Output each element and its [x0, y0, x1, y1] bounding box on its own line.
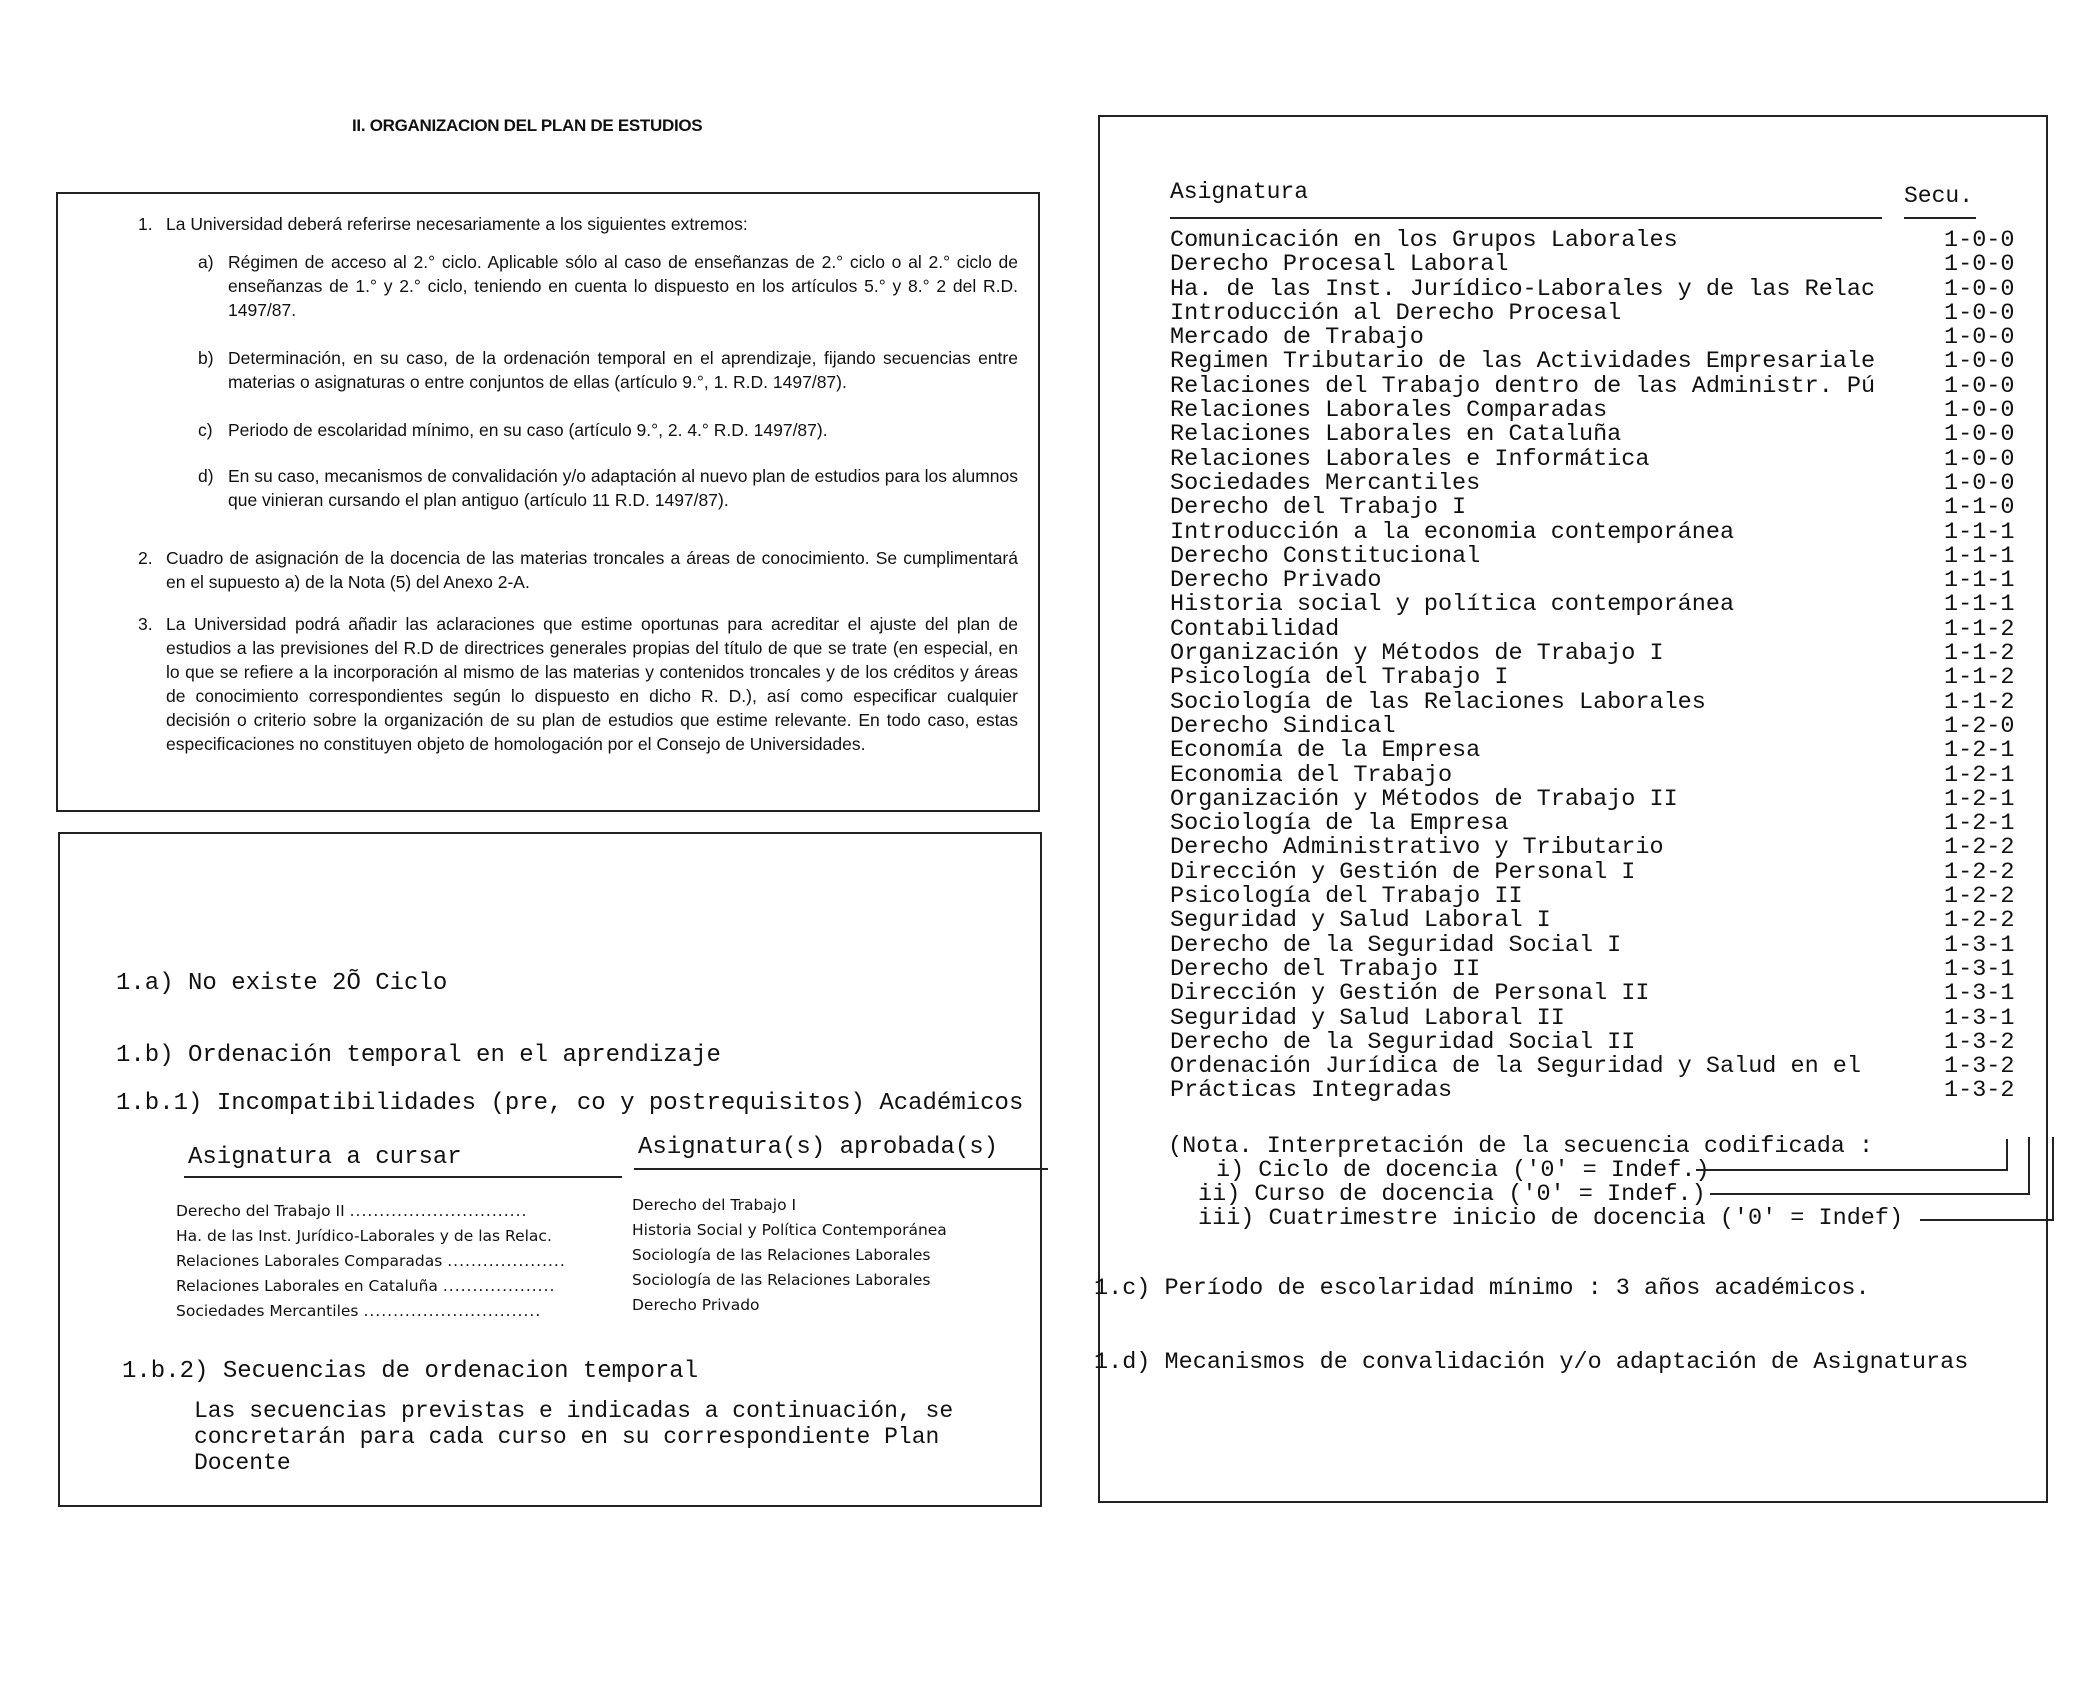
- subject-name: Seguridad y Salud Laboral I: [1170, 909, 1551, 934]
- subject-code: 1-0-0: [1944, 397, 2015, 425]
- instruction-item-2: [138, 546, 1018, 594]
- table-row: [176, 1252, 566, 1270]
- sub-text: Régimen de acceso al 2.° ciclo. Aplicable sólo al caso de enseñanzas de 2.° ciclo o al 2.° ciclo de enseñanzas de 1.° y 2.° ciclo, teniendo en cuenta lo dispuesto en los artículos 5.° y 8.° 2 del R.D. 1497/87.: [228, 252, 1018, 320]
- sub-text: En su caso, mecanismos de convalidación y/o adaptación al nuevo plan de estudios para los alumnos que vinieran cursando el plan antiguo (artículo 11 R.D. 1497/87).: [228, 466, 1018, 510]
- table-row: [1170, 593, 2020, 617]
- table-row: [1170, 615, 2020, 643]
- subject-name: Derecho Sindical: [1170, 714, 1396, 740]
- table-row: [1170, 445, 2020, 473]
- subject-code: 1-2-2: [1944, 883, 2015, 911]
- subject-code: 1-1-1: [1944, 542, 2015, 570]
- table-row: [1170, 253, 2020, 277]
- table-row: [1170, 399, 2020, 423]
- table-row: [1170, 739, 2020, 763]
- table-row: [176, 1227, 552, 1245]
- subject-code: 1-0-0: [1944, 348, 2015, 376]
- table-row: [1170, 542, 2020, 570]
- subject-name: Relaciones del Trabajo dentro de las Administr. Pú: [1170, 374, 1876, 400]
- subject-code: 1-2-2: [1944, 858, 2015, 886]
- section-1c: 1.c) Período de escolaridad mínimo : 3 años académicos.: [1094, 1275, 1870, 1302]
- subject-code: 1-1-0: [1944, 494, 2015, 522]
- table-row: [1170, 350, 2020, 374]
- sequences-intro: Las secuencias previstas e indicadas a continuación, se concretarán para cada curso en su correspondiente Plan Docente: [194, 1398, 954, 1476]
- table-row: [1170, 326, 2020, 350]
- subject-name: Comunicación en los Grupos Laborales: [1170, 229, 1678, 254]
- col-secu-header: Secu.: [1904, 183, 1974, 209]
- subject-name: Psicología del Trabajo II: [1170, 885, 1523, 910]
- subject-name: Derecho Privado: [1170, 569, 1382, 594]
- table-row: [1170, 909, 2020, 933]
- row-dots: ..............................: [363, 1302, 542, 1320]
- subject-name: Sociología de la Empresa: [1170, 812, 1509, 837]
- section-1b: 1.b) Ordenación temporal en el aprendizaje: [116, 1042, 721, 1069]
- table-row: [1170, 1004, 2020, 1032]
- instruction-item-1: [138, 212, 1018, 530]
- subject-name: Economía de la Empresa: [1170, 739, 1481, 764]
- table-row: [1170, 229, 2020, 253]
- subject-name: Derecho de la Seguridad Social II: [1170, 1030, 1636, 1056]
- subject-name: Mercado de Trabajo: [1170, 326, 1424, 351]
- note-ii: ii) Curso de docencia ('0' = Indef.): [1198, 1181, 1706, 1208]
- ordering-box: [58, 832, 1042, 1507]
- subject-code: 1-2-1: [1944, 785, 2015, 813]
- table-row: [1170, 275, 2020, 303]
- subject-name: Ordenación Jurídica de la Seguridad y Salud en el: [1170, 1055, 1862, 1080]
- table-row: [1170, 372, 2020, 400]
- subject-name: Sociología de las Relaciones Laborales: [1170, 690, 1706, 715]
- subject-code: 1-0-0: [1944, 324, 2015, 352]
- instruction-number: 3.: [138, 614, 153, 634]
- subject-code: 1-1-2: [1944, 688, 2015, 716]
- col-cursar-header: Asignatura a cursar: [188, 1144, 462, 1171]
- subject-name: Derecho Constitucional: [1170, 544, 1481, 570]
- sequence-box: [1094, 115, 2048, 1503]
- subject-name: Prácticas Integradas: [1170, 1079, 1453, 1104]
- subject-code: 1-3-1: [1944, 1004, 2015, 1032]
- cursar-cell: Ha. de las Inst. Jurídico-Laborales y de las Relac.: [176, 1227, 552, 1245]
- subject-name: Introducción a la economia contemporánea: [1170, 520, 1735, 545]
- instruction-sub-c: [198, 418, 1018, 442]
- instruction-text: La Universidad podrá añadir las aclaraciones que estime oportunas para acreditar el ajuste del plan de estudios a las previsiones del R.D de directrices generales propias del título de que se trate (en especial, en lo que se refiere a la incorporación al mismo de las materias y contenidos troncales y de los créditos y áreas de conocimiento correspondientes según lo dispuesto en dicho R. D.), así como especificar cualquier decisión o criterio sobre la organización de su plan de estudios que estime relevante. En todo caso, estas especificaciones no constituyen objeto de homologación por el Consejo de Universidades.: [166, 614, 1018, 754]
- instructions-list: [138, 212, 1018, 772]
- table-row: [1170, 955, 2020, 983]
- subject-name: Derecho del Trabajo II: [1170, 957, 1481, 983]
- table-row: [1170, 1028, 2020, 1056]
- subject-name: Historia social y política contemporánea: [1170, 593, 1735, 618]
- table-row: [1170, 688, 2020, 716]
- aprobada-cell: Derecho Privado: [632, 1296, 760, 1314]
- subject-name: Sociedades Mercantiles: [1170, 471, 1481, 497]
- instructions-box: [56, 192, 1040, 812]
- table-row: [1170, 712, 2020, 740]
- subject-name: Contabilidad: [1170, 617, 1340, 643]
- table-row: [176, 1302, 541, 1320]
- subject-code: 1-3-2: [1944, 1077, 2015, 1105]
- note-i: i) Ciclo de docencia ('0' = Indef.): [1216, 1157, 1710, 1184]
- subject-code: 1-1-1: [1944, 591, 2015, 619]
- cursar-cell: Sociedades Mercantiles: [176, 1302, 359, 1320]
- sub-letter: b): [198, 348, 214, 368]
- subject-name: Dirección y Gestión de Personal I: [1170, 860, 1636, 886]
- subject-name: Relaciones Laborales e Informática: [1170, 447, 1650, 472]
- table-row: [1170, 642, 2020, 666]
- subject-code: 1-0-0: [1944, 299, 2015, 327]
- subject-code: 1-2-0: [1944, 712, 2015, 740]
- table-row: [1170, 1079, 2020, 1103]
- row-dots: ..............................: [349, 1202, 528, 1220]
- table-row: [1170, 666, 2020, 690]
- subject-name: Ha. de las Inst. Jurídico-Laborales y de las Relac: [1170, 277, 1876, 302]
- table-row: [1170, 496, 2020, 520]
- subject-code: 1-2-1: [1944, 761, 2015, 789]
- subject-code: 1-3-2: [1944, 1053, 2015, 1081]
- table-row: [1170, 931, 2020, 959]
- subject-name: Relaciones Laborales en Cataluña: [1170, 423, 1622, 448]
- table-row: [1170, 761, 2020, 789]
- sub-letter: c): [198, 420, 213, 440]
- aprobada-cell: Derecho del Trabajo I: [632, 1196, 797, 1214]
- table-row: [1170, 885, 2020, 909]
- subject-code: 1-2-2: [1944, 907, 2015, 935]
- section-1b1: 1.b.1) Incompatibilidades (pre, co y postrequisitos) Académicos: [116, 1090, 1024, 1117]
- table-row: [1170, 1055, 2020, 1079]
- subject-name: Derecho de la Seguridad Social I: [1170, 933, 1622, 958]
- subject-code: 1-1-2: [1944, 640, 2015, 668]
- sub-letter: a): [198, 252, 214, 272]
- subject-code: 1-0-0: [1944, 445, 2015, 473]
- subject-name: Dirección y Gestión de Personal II: [1170, 982, 1650, 1007]
- subject-name: Organización y Métodos de Trabajo I: [1170, 642, 1664, 667]
- section-1d: 1.d) Mecanismos de convalidación y/o adaptación de Asignaturas: [1094, 1349, 1969, 1376]
- note-head: (Nota. Interpretación de la secuencia codificada :: [1168, 1133, 1874, 1160]
- subject-name: Economia del Trabajo: [1170, 763, 1453, 788]
- aprobada-cell: Sociología de las Relaciones Laborales: [632, 1246, 931, 1264]
- subject-name: Derecho Administrativo y Tributario: [1170, 836, 1664, 861]
- table-row: [1170, 812, 2020, 836]
- instruction-number: 1.: [138, 214, 153, 234]
- aprobada-cell: Sociología de las Relaciones Laborales: [632, 1271, 931, 1289]
- row-dots: ....................: [447, 1252, 566, 1270]
- subject-code: 1-0-0: [1944, 421, 2015, 449]
- table-row: [1170, 518, 2020, 546]
- secu-rule: [1904, 217, 1976, 219]
- subject-name: Regimen Tributario de las Actividades Empresariale: [1170, 350, 1876, 375]
- subject-code: 1-2-1: [1944, 737, 2015, 765]
- table-row: [1170, 423, 2020, 447]
- row-dots: ...................: [442, 1277, 556, 1295]
- col-asignatura-header: Asignatura: [1170, 179, 1309, 205]
- aprobada-cell: Historia Social y Política Contemporánea: [632, 1221, 947, 1239]
- instruction-sub-a: [198, 250, 1018, 322]
- subject-name: Derecho del Trabajo I: [1170, 496, 1467, 521]
- table-row: [1170, 569, 2020, 593]
- subject-code: 1-0-0: [1944, 251, 2015, 279]
- subject-code: 1-3-1: [1944, 931, 2015, 959]
- subject-code: 1-0-0: [1944, 227, 2015, 254]
- cursar-rule: [184, 1176, 622, 1178]
- subject-name: Introducción al Derecho Procesal: [1170, 301, 1622, 327]
- table-row: [1170, 469, 2020, 497]
- subject-code: 1-1-1: [1944, 567, 2015, 595]
- subject-name: Derecho Procesal Laboral: [1170, 253, 1509, 278]
- instruction-sub-d: [198, 464, 1018, 512]
- instruction-number: 2.: [138, 548, 153, 568]
- subject-name: Seguridad y Salud Laboral II: [1170, 1006, 1565, 1031]
- table-row: [176, 1202, 527, 1220]
- table-row: [1170, 836, 2020, 860]
- instruction-text: La Universidad deberá referirse necesariamente a los siguientes extremos:: [166, 214, 748, 234]
- subject-code: 1-0-0: [1944, 275, 2015, 303]
- aprobada-rule: [634, 1168, 1048, 1170]
- table-row: [1170, 858, 2020, 886]
- cursar-cell: Derecho del Trabajo II: [176, 1202, 345, 1220]
- subject-code: 1-0-0: [1944, 372, 2015, 400]
- instruction-item-3: [138, 612, 1018, 756]
- sub-text: Periodo de escolaridad mínimo, en su caso (artículo 9.°, 2. 4.° R.D. 1497/87).: [228, 420, 828, 440]
- table-row: [1170, 785, 2020, 813]
- cursar-cell: Relaciones Laborales en Cataluña: [176, 1277, 438, 1295]
- sub-letter: d): [198, 466, 214, 486]
- subject-name: Relaciones Laborales Comparadas: [1170, 399, 1608, 424]
- subject-code: 1-3-2: [1944, 1028, 2015, 1056]
- subject-code: 1-1-1: [1944, 518, 2015, 546]
- subject-code: 1-3-1: [1944, 955, 2015, 983]
- subject-code: 1-2-1: [1944, 810, 2015, 838]
- table-row: [1170, 982, 2020, 1006]
- cursar-cell: Relaciones Laborales Comparadas: [176, 1252, 443, 1270]
- sub-text: Determinación, en su caso, de la ordenación temporal en el aprendizaje, fijando secuencias entre materias o asignaturas o entre conjuntos de ellas (artículo 9.°, 1. R.D. 1497/87).: [228, 348, 1018, 392]
- section-1a: 1.a) No existe 2Õ Ciclo: [116, 970, 448, 997]
- subject-name: Psicología del Trabajo I: [1170, 666, 1509, 691]
- instruction-sub-b: [198, 346, 1018, 394]
- instruction-text: Cuadro de asignación de la docencia de las materias troncales a áreas de conocimiento. Se cumplimentará en el supuesto a) de la Nota (5) del Anexo 2-A.: [166, 548, 1018, 592]
- subject-list: [1170, 229, 2020, 1104]
- asignatura-rule: [1170, 217, 1882, 219]
- col-aprobada-header: Asignatura(s) aprobada(s): [638, 1134, 999, 1161]
- note-iii: iii) Cuatrimestre inicio de docencia ('0' = Indef): [1198, 1205, 1904, 1232]
- page-title: II. ORGANIZACION DEL PLAN DE ESTUDIOS: [352, 116, 703, 135]
- table-row: [176, 1277, 555, 1295]
- subject-code: 1-1-2: [1944, 615, 2015, 643]
- subject-name: Organización y Métodos de Trabajo II: [1170, 787, 1678, 813]
- subject-code: 1-1-2: [1944, 664, 2015, 692]
- subject-code: 1-0-0: [1944, 469, 2015, 497]
- subject-code: 1-2-2: [1944, 834, 2015, 862]
- section-1b2: 1.b.2) Secuencias de ordenacion temporal: [122, 1358, 699, 1385]
- note-bracket-iii: [1920, 1137, 2054, 1221]
- table-row: [1170, 299, 2020, 327]
- subject-code: 1-3-1: [1944, 980, 2015, 1008]
